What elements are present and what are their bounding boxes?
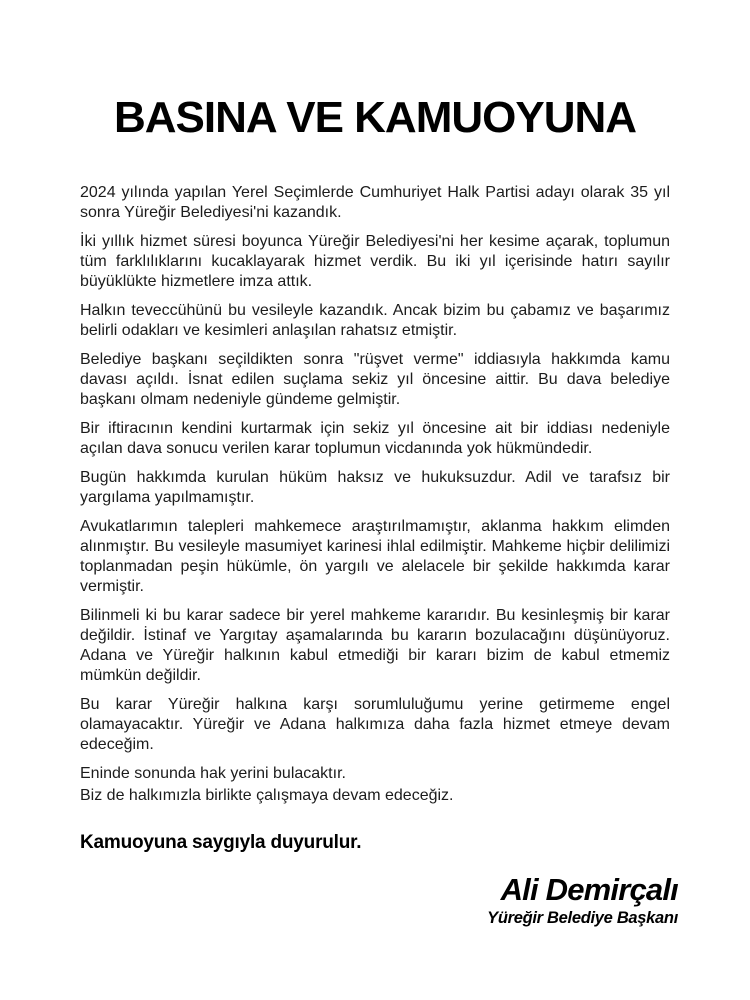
signature-block: [487, 872, 678, 929]
statement-paragraph: Bilinmeli ki bu karar sadece bir yerel mahkeme kararıdır. Bu kesinleşmiş bir karar değildir. İstinaf ve Yargıtay aşamalarında bu kararın bozulacağını düşünüyoruz. Adana ve Yüreğir halkının kabul etmediği bir kararı bizim de kabul etmemiz mümkün değildir.: [80, 607, 670, 684]
statement-paragraph: Bugün hakkımda kurulan hüküm haksız ve hukuksuzdur. Adil ve tarafsız bir yargılama yapılmamıştır.: [80, 469, 670, 506]
closing-line: Kamuoyuna saygıyla duyurulur.: [80, 832, 362, 853]
statement-paragraph: Belediye başkanı seçildikten sonra "rüşvet verme" iddiasıyla hakkımda kamu davası açıldı. İsnat edilen suçlama sekiz yıl öncesine aittir. Bu dava belediye başkanı olmam nedeniyle gündeme gelmiştir.: [80, 351, 670, 408]
statement-paragraph: İki yıllık hizmet süresi boyunca Yüreğir Belediyesi'ni her kesime açarak, toplumun tüm farklılıklarını kucaklayarak hizmet verdik. Bu iki yıl içerisinde hatırı sayılır büyüklükte hizmetlere imza attık.: [80, 233, 670, 290]
signature-name: Ali Demirçalı: [500, 872, 678, 907]
statement-paragraph: Halkın teveccühünü bu vesileyle kazandık. Ancak bizim bu çabamız ve başarımız belirli odakları ve kesimleri anlaşılan rahatsız etmiştir.: [80, 302, 670, 339]
statement-paragraph: Eninde sonunda hak yerini bulacaktır.: [80, 765, 346, 782]
statement-body: [80, 183, 670, 806]
statement-paragraph: Avukatlarımın talepleri mahkemece araştırılmamıştır, aklanma hakkım elimden alınmıştır. Bu vesileyle masumiyet karinesi ihlal edilmiştir. Mahkeme hiçbir delilimizi toplanmadan peşin hükümle, ön yargılı ve alelacele bir şekilde hakkımda karar vermiştir.: [80, 518, 670, 595]
statement-paragraph: 2024 yılında yapılan Yerel Seçimlerde Cumhuriyet Halk Partisi adayı olarak 35 yıl sonra Yüreğir Belediyesi'ni kazandık.: [80, 184, 670, 221]
statement-paragraph: Bu karar Yüreğir halkına karşı sorumluluğumu yerine getirmeme engel olamayacaktır. Yüreğir ve Adana halkımıza daha fazla hizmet etmeye devam edeceğim.: [80, 696, 670, 753]
statement-paragraph: Biz de halkımızla birlikte çalışmaya devam edeceğiz.: [80, 787, 454, 804]
statement-paragraph: Bir iftiracının kendini kurtarmak için sekiz yıl öncesine ait bir iddiası nedeniyle açılan dava sonucu verilen karar toplumun vicdanında yok hükmündedir.: [80, 420, 670, 457]
statement-title: BASINA VE KAMUOYUNA: [113, 93, 637, 142]
signature-role: Yüreğir Belediye Başkanı: [487, 909, 678, 927]
